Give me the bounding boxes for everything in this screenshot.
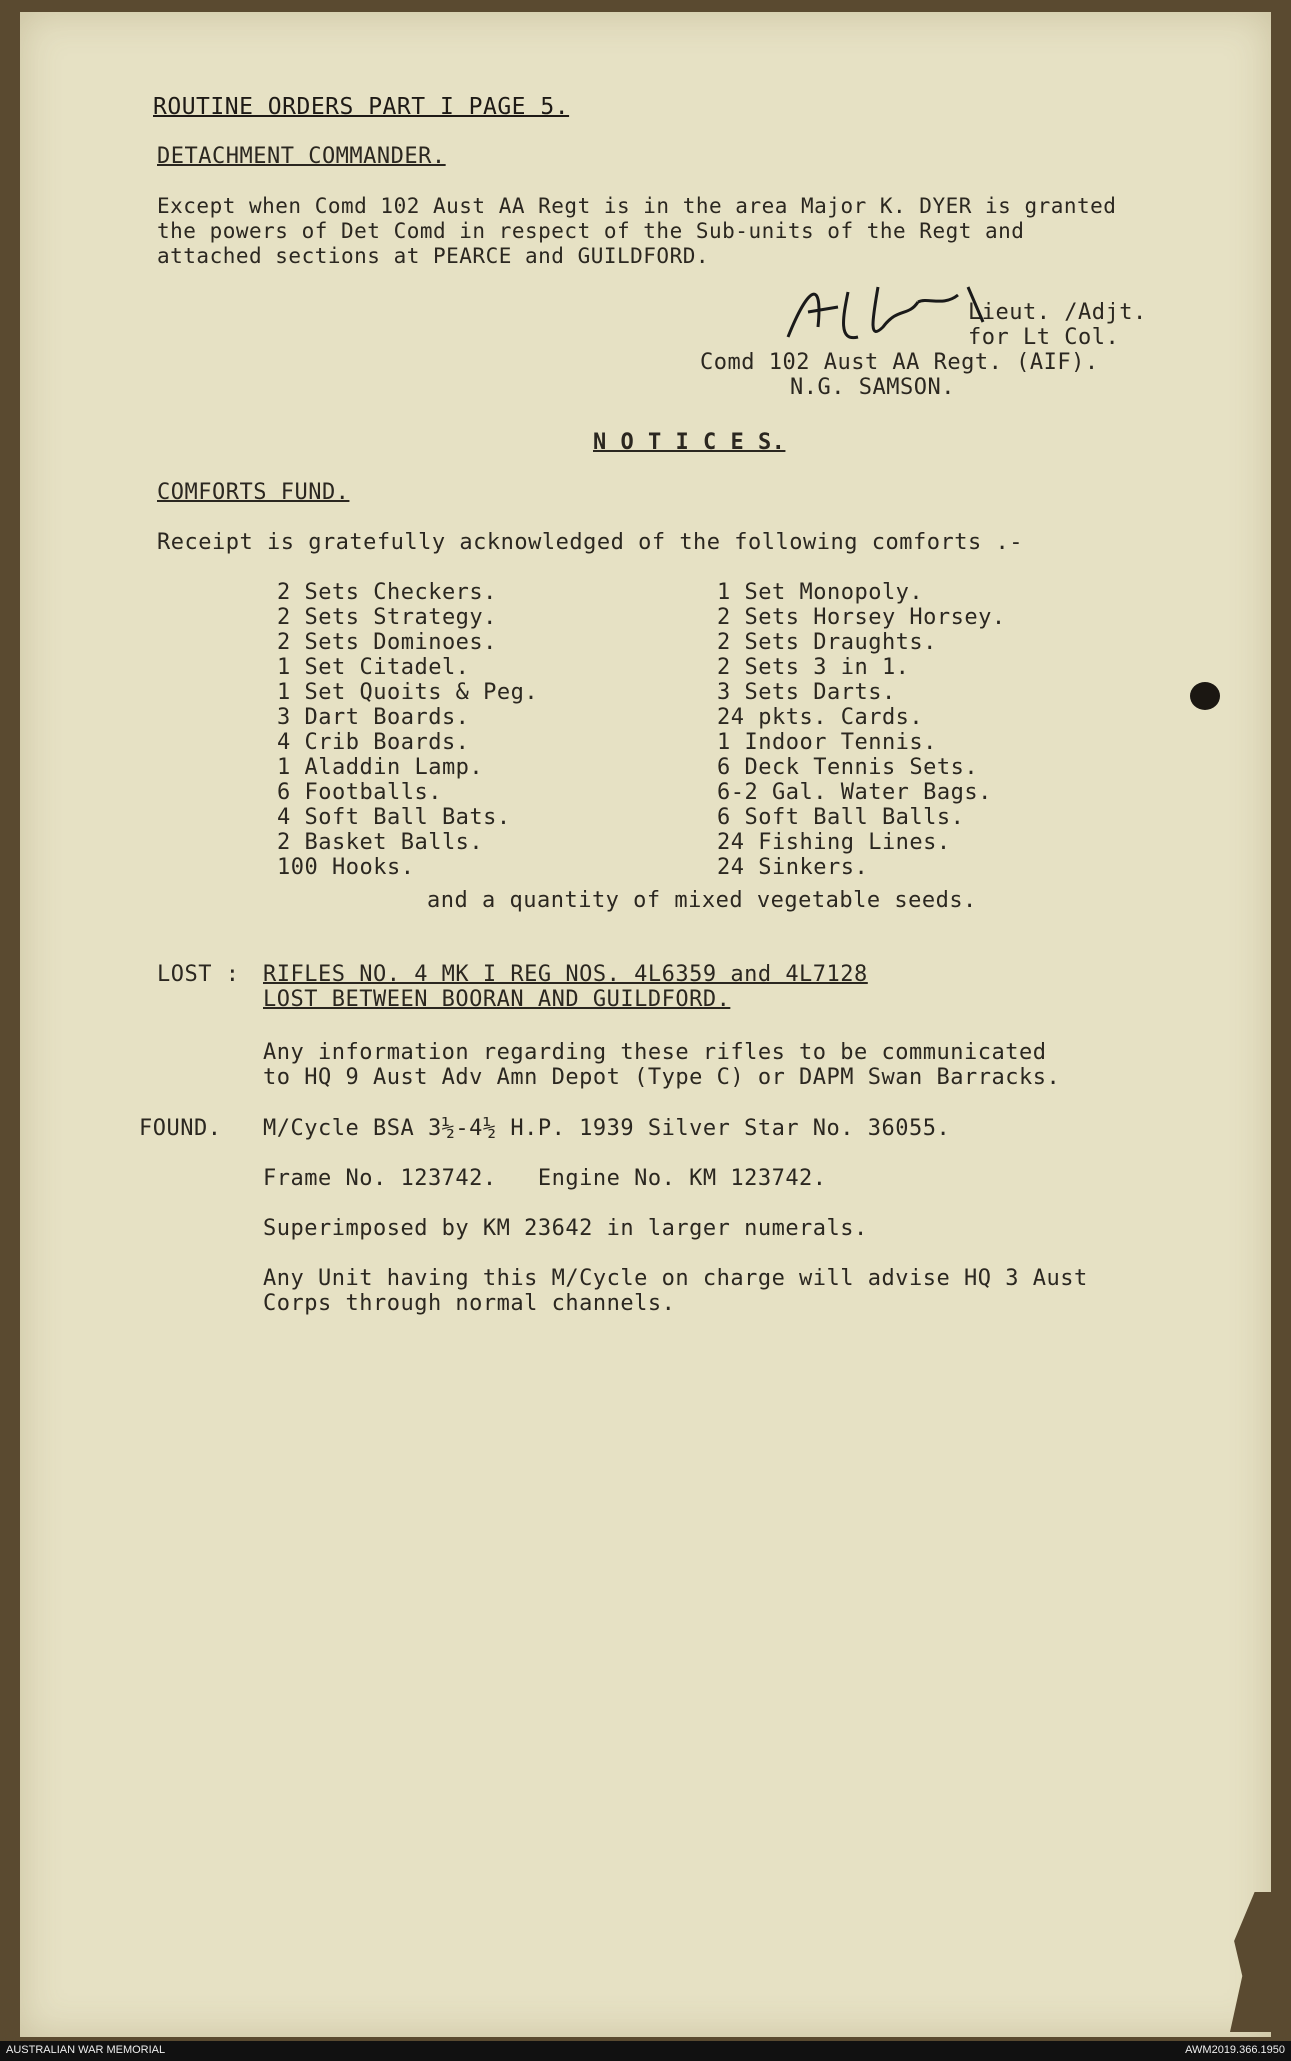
lost-heading-1: RIFLES NO. 4 MK I REG NOS. 4L6359 and 4L7128 [263,962,868,987]
list-item: 24 Fishing Lines. [717,830,951,855]
list-item: 4 Crib Boards. [277,730,470,755]
list-item: 1 Set Citadel. [277,655,470,680]
signature-line-2: for Lt Col. [968,325,1120,350]
detachment-line-1: Except when Comd 102 Aust AA Regt is in the area Major K. DYER is granted [157,194,1117,218]
list-item: 1 Set Quoits & Peg. [277,680,539,705]
signature-line-4: N.G. SAMSON. [790,375,955,400]
list-item: 6 Deck Tennis Sets. [717,755,979,780]
comforts-left-list [277,580,538,880]
signature-line-1: Lieut. /Adjt. [968,300,1147,325]
list-item: 24 pkts. Cards. [717,705,924,730]
lost-label: LOST : [157,962,240,987]
found-line-1: M/Cycle BSA 3½-4½ H.P. 1939 Silver Star No. 36055. [263,1116,951,1141]
found-label: FOUND. [139,1116,222,1141]
list-item: 100 Hooks. [277,855,415,880]
list-item: 2 Basket Balls. [277,830,484,855]
comforts-heading: COMFORTS FUND. [157,480,350,505]
list-item: 4 Soft Ball Bats. [277,805,511,830]
list-item: 2 Sets Draughts. [717,630,937,655]
comforts-closing: and a quantity of mixed vegetable seeds. [427,888,977,913]
found-line-4: Any Unit having this M/Cycle on charge will advise HQ 3 Aust [263,1266,1088,1291]
lost-body-1: Any information regarding these rifles to be communicated [263,1040,1047,1065]
torn-edge [1230,1892,1271,2032]
found-line-3: Superimposed by KM 23642 in larger numerals. [263,1216,868,1241]
list-item: 3 Sets Darts. [717,680,896,705]
list-item: 6 Soft Ball Balls. [717,805,965,830]
punch-hole [1190,682,1220,710]
list-item: 2 Sets Dominoes. [277,630,497,655]
list-item: 24 Sinkers. [717,855,869,880]
detachment-line-2: the powers of Det Comd in respect of the Sub-units of the Regt and [157,219,1025,243]
list-item: 1 Indoor Tennis. [717,730,937,755]
signature-line-3: Comd 102 Aust AA Regt. (AIF). [700,350,1099,375]
page-title: ROUTINE ORDERS PART I PAGE 5. [153,94,570,120]
document-page [20,12,1271,2037]
detachment-line-3: attached sections at PEARCE and GUILDFORD. [157,244,710,268]
footer-left: AUSTRALIAN WAR MEMORIAL [6,2044,166,2056]
list-item: 1 Aladdin Lamp. [277,755,484,780]
list-item: 1 Set Monopoly. [717,580,924,605]
detachment-heading: DETACHMENT COMMANDER. [157,144,446,169]
found-line-5: Corps through normal channels. [263,1291,676,1316]
list-item: 2 Sets Checkers. [277,580,497,605]
list-item: 6 Footballs. [277,780,442,805]
lost-heading-2: LOST BETWEEN BOORAN AND GUILDFORD. [263,987,731,1012]
list-item: 6-2 Gal. Water Bags. [717,780,992,805]
footer-bar [0,2041,1291,2061]
found-line-2: Frame No. 123742. Engine No. KM 123742. [263,1166,827,1191]
list-item: 2 Sets 3 in 1. [717,655,910,680]
comforts-intro: Receipt is gratefully acknowledged of the following comforts .- [157,530,1023,555]
list-item: 2 Sets Horsey Horsey. [717,605,1006,630]
footer-right: AWM2019.366.1950 [1185,2044,1285,2056]
lost-body-2: to HQ 9 Aust Adv Amn Depot (Type C) or DAPM Swan Barracks. [263,1065,1061,1090]
notices-heading: N O T I C E S. [593,430,786,455]
list-item: 2 Sets Strategy. [277,605,497,630]
comforts-right-list [717,580,1006,880]
list-item: 3 Dart Boards. [277,705,470,730]
